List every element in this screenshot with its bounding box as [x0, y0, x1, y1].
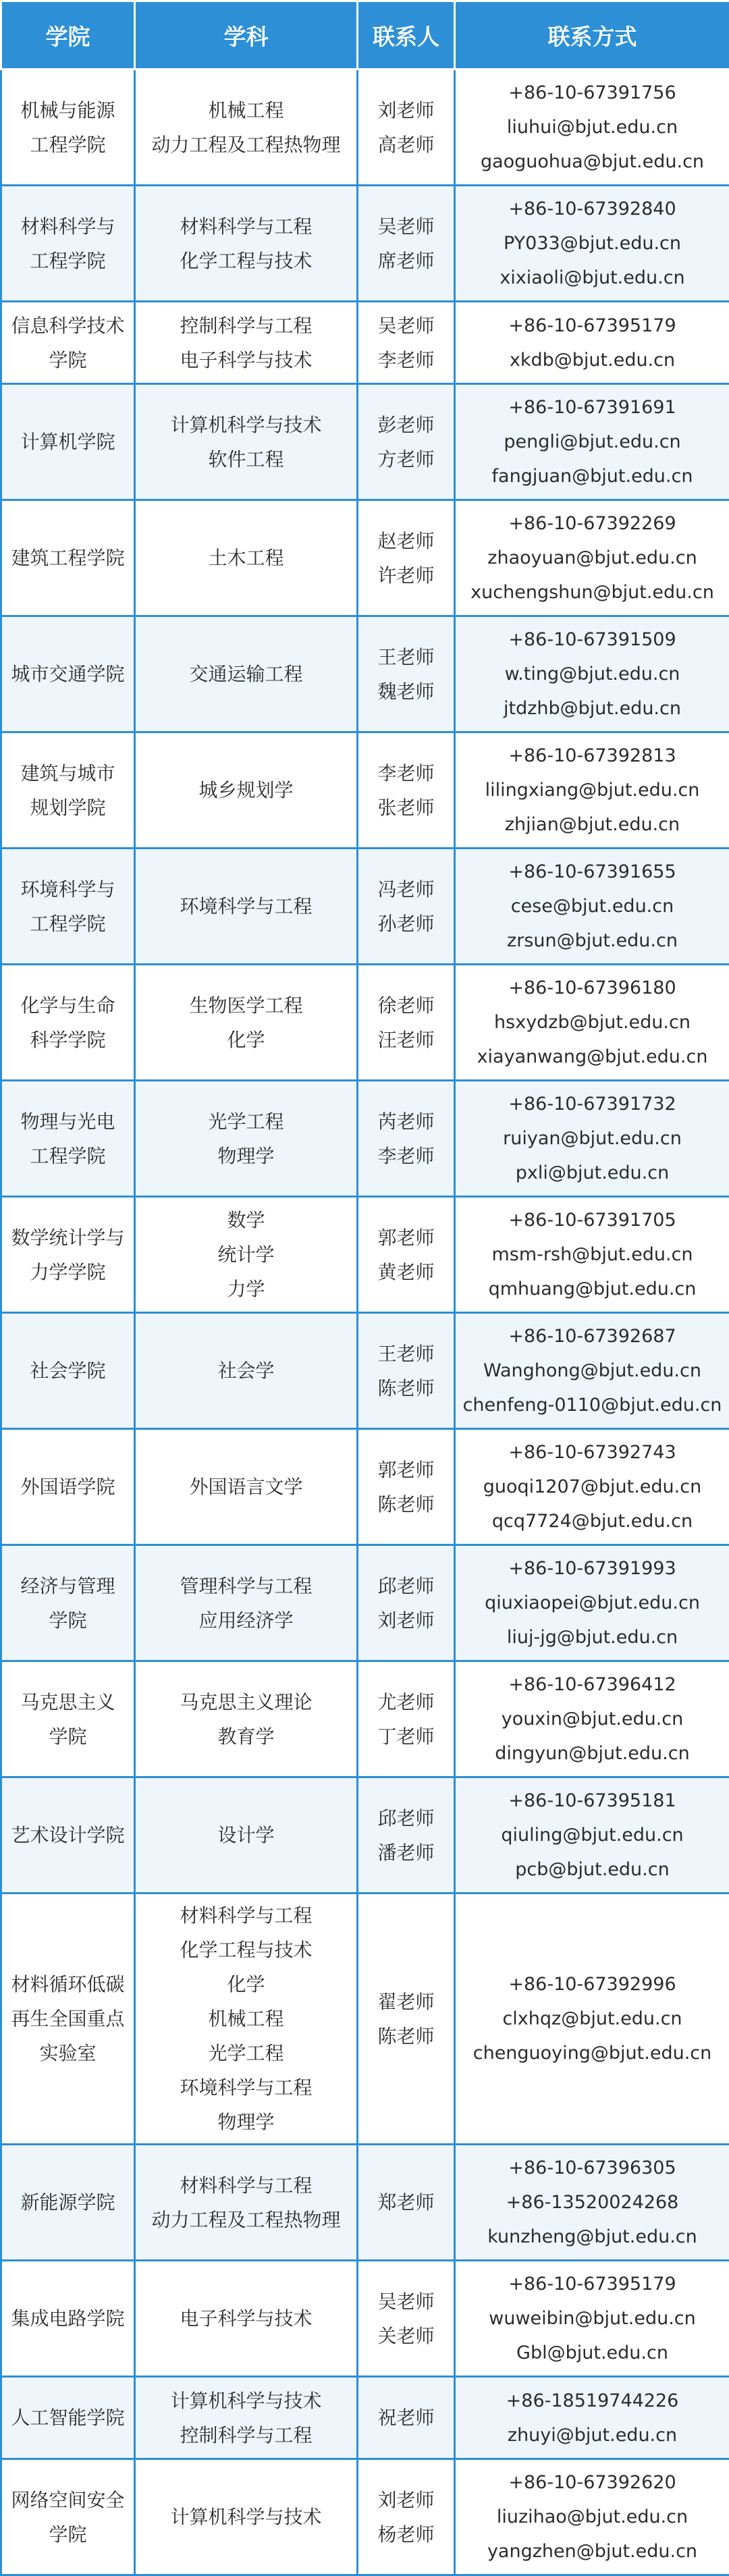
contact-info-line: zhjian@bjut.edu.cn	[456, 807, 729, 842]
college-cell	[1, 1777, 135, 1894]
contact-person-line: 赵老师	[358, 524, 454, 558]
table-row	[1, 1081, 729, 1197]
contact-person-line: 王老师	[358, 1337, 454, 1371]
contact-info-line: +86-10-67395181	[456, 1783, 729, 1818]
college-name-line: 实验室	[2, 2036, 134, 2070]
contact-person-cell	[358, 2459, 455, 2575]
table-row	[1, 616, 729, 732]
contact-info-line: xuchengshun@bjut.edu.cn	[456, 575, 729, 610]
contact-person-line: 杨老师	[358, 2517, 454, 2552]
contact-person-line: 尤老师	[358, 1685, 454, 1719]
college-cell	[1, 186, 135, 302]
college-name-line: 工程学院	[2, 244, 134, 278]
contact-person-cell	[358, 1313, 455, 1429]
subject-cell	[135, 965, 358, 1081]
contact-person-cell	[358, 1894, 455, 2145]
contact-info-cell	[455, 384, 729, 500]
subject-line: 化学工程与技术	[136, 244, 356, 278]
contact-info-line: fangjuan@bjut.edu.cn	[456, 459, 729, 493]
contact-info-line: cese@bjut.edu.cn	[456, 889, 729, 923]
college-name-line: 建筑工程学院	[2, 541, 134, 575]
contact-person-line: 翟老师	[358, 1985, 454, 2019]
subject-cell	[135, 1545, 358, 1661]
contact-info-line: +86-10-67392840	[456, 192, 729, 226]
contact-info-line: liuj-jg@bjut.edu.cn	[456, 1620, 729, 1655]
contact-info-line: zrsun@bjut.edu.cn	[456, 923, 729, 958]
college-name-line: 网络空间安全	[2, 2483, 134, 2517]
contact-info-line: guoqi1207@bjut.edu.cn	[456, 1470, 729, 1504]
subject-cell	[135, 616, 358, 732]
subject-line: 社会学	[136, 1353, 356, 1388]
college-name-line: 经济与管理	[2, 1569, 134, 1603]
subject-cell	[135, 1197, 358, 1313]
subject-line: 计算机科学与技术	[136, 2384, 356, 2418]
contact-info-line: chenguoying@bjut.edu.cn	[456, 2036, 729, 2070]
contact-info-line: pengli@bjut.edu.cn	[456, 425, 729, 459]
table-row	[1, 186, 729, 302]
subject-cell	[135, 302, 358, 384]
contact-person-cell	[358, 1197, 455, 1313]
subject-line: 外国语言文学	[136, 1470, 356, 1504]
college-name-line: 学院	[2, 1719, 134, 1754]
contact-person-cell	[358, 616, 455, 732]
contact-info-line: +86-10-67392996	[456, 1967, 729, 2002]
college-cell	[1, 1313, 135, 1429]
contact-info-line: liuzihao@bjut.edu.cn	[456, 2500, 729, 2534]
contact-person-line: 邱老师	[358, 1801, 454, 1835]
contact-info-line: qiuling@bjut.edu.cn	[456, 1818, 729, 1852]
contact-info-line: +86-10-67396180	[456, 971, 729, 1005]
contact-person-cell	[358, 186, 455, 302]
contact-person-line: 关老师	[358, 2319, 454, 2353]
subject-line: 控制科学与工程	[136, 2418, 356, 2452]
table-row	[1, 500, 729, 616]
subject-line: 生物医学工程	[136, 988, 356, 1023]
contact-info-cell	[455, 1197, 729, 1313]
contact-info-line: +86-10-67391705	[456, 1203, 729, 1237]
subject-cell	[135, 2377, 358, 2459]
college-cell	[1, 2145, 135, 2261]
college-cell	[1, 2261, 135, 2377]
table-row	[1, 2145, 729, 2261]
contact-info-line: +86-10-67391691	[456, 390, 729, 425]
contact-info-line: ruiyan@bjut.edu.cn	[456, 1121, 729, 1156]
college-name-line: 规划学院	[2, 790, 134, 825]
college-name-line: 学院	[2, 2517, 134, 2552]
contact-info-line: hsxydzb@bjut.edu.cn	[456, 1005, 729, 1040]
subject-cell	[135, 70, 358, 186]
college-cell	[1, 1661, 135, 1777]
college-name-line: 化学与生命	[2, 988, 134, 1023]
subject-line: 管理科学与工程	[136, 1569, 356, 1603]
contact-person-line: 郑老师	[358, 2185, 454, 2220]
subject-line: 设计学	[136, 1818, 356, 1852]
subject-cell	[135, 2459, 358, 2575]
contact-person-line: 许老师	[358, 558, 454, 593]
subject-line: 土木工程	[136, 541, 356, 575]
contact-person-line: 陈老师	[358, 1487, 454, 1522]
contact-info-cell	[455, 186, 729, 302]
subject-line: 控制科学与工程	[136, 308, 356, 343]
subject-line: 材料科学与工程	[136, 2168, 356, 2203]
contact-info-line: +86-10-67391655	[456, 855, 729, 889]
contact-person-line: 刘老师	[358, 1603, 454, 1638]
college-name-line: 工程学院	[2, 1139, 134, 1173]
subject-line: 计算机科学与技术	[136, 2500, 356, 2534]
contact-person-line: 郭老师	[358, 1453, 454, 1487]
contact-person-line: 李老师	[358, 1139, 454, 1173]
college-name-line: 人工智能学院	[2, 2400, 134, 2435]
college-name-line: 集成电路学院	[2, 2301, 134, 2336]
contact-info-line: xkdb@bjut.edu.cn	[456, 343, 729, 377]
contact-info-line: pxli@bjut.edu.cn	[456, 1156, 729, 1190]
subject-line: 物理学	[136, 1139, 356, 1173]
subject-cell	[135, 1429, 358, 1545]
contact-person-cell	[358, 1777, 455, 1894]
contact-info-line: zhaoyuan@bjut.edu.cn	[456, 541, 729, 575]
college-name-line: 外国语学院	[2, 1470, 134, 1504]
subject-cell	[135, 1777, 358, 1894]
subject-line: 软件工程	[136, 442, 356, 477]
college-cell	[1, 849, 135, 965]
contact-info-line: msm-rsh@bjut.edu.cn	[456, 1237, 729, 1272]
subject-line: 光学工程	[136, 2036, 356, 2070]
contact-info-line: lilingxiang@bjut.edu.cn	[456, 773, 729, 807]
college-cell	[1, 2377, 135, 2459]
contact-info-line: Wanghong@bjut.edu.cn	[456, 1353, 729, 1388]
subject-line: 材料科学与工程	[136, 1898, 356, 1933]
college-name-line: 机械与能源	[2, 93, 134, 128]
subject-line: 化学	[136, 1967, 356, 2002]
college-cell	[1, 2459, 135, 2575]
subject-line: 动力工程及工程热物理	[136, 128, 356, 162]
contact-info-line: youxin@bjut.edu.cn	[456, 1702, 729, 1736]
contact-info-line: +86-10-67396412	[456, 1667, 729, 1702]
college-name-line: 建筑与城市	[2, 756, 134, 790]
college-name-line: 工程学院	[2, 128, 134, 162]
contact-info-line: qmhuang@bjut.edu.cn	[456, 1272, 729, 1306]
contact-person-line: 陈老师	[358, 1371, 454, 1405]
college-name-line: 材料科学与	[2, 209, 134, 244]
contact-info-cell	[455, 2261, 729, 2377]
contact-person-cell	[358, 1545, 455, 1661]
table-row	[1, 1545, 729, 1661]
contact-info-line: Gbl@bjut.edu.cn	[456, 2336, 729, 2370]
contact-info-line: yangzhen@bjut.edu.cn	[456, 2534, 729, 2569]
contact-info-line: +86-13520024268	[456, 2185, 729, 2220]
college-cell	[1, 1081, 135, 1197]
contact-info-line: +86-10-67392743	[456, 1435, 729, 1470]
table-body	[1, 70, 729, 2575]
college-name-line: 城市交通学院	[2, 657, 134, 691]
contact-info-line: wuweibin@bjut.edu.cn	[456, 2301, 729, 2336]
contact-person-line: 高老师	[358, 128, 454, 162]
contact-info-line: pcb@bjut.edu.cn	[456, 1852, 729, 1887]
contact-info-line: PY033@bjut.edu.cn	[456, 226, 729, 261]
table-header-row	[1, 1, 729, 70]
contact-info-cell	[455, 1894, 729, 2145]
contact-info-line: clxhqz@bjut.edu.cn	[456, 2002, 729, 2036]
contact-person-line: 徐老师	[358, 988, 454, 1023]
subject-cell	[135, 2261, 358, 2377]
table-row	[1, 965, 729, 1081]
college-cell	[1, 70, 135, 186]
contact-person-line: 魏老师	[358, 674, 454, 709]
college-cell	[1, 1197, 135, 1313]
contact-info-cell	[455, 1661, 729, 1777]
contact-info-line: gaoguohua@bjut.edu.cn	[456, 144, 729, 179]
contact-info-line: kunzheng@bjut.edu.cn	[456, 2220, 729, 2254]
contact-person-line: 彭老师	[358, 408, 454, 442]
subject-cell	[135, 732, 358, 849]
contact-person-line: 刘老师	[358, 2483, 454, 2517]
header-contact-person: 联系人	[358, 1, 455, 70]
college-name-line: 新能源学院	[2, 2185, 134, 2220]
contact-person-line: 吴老师	[358, 2284, 454, 2319]
college-name-line: 学院	[2, 343, 134, 377]
contact-info-line: +86-10-67392620	[456, 2465, 729, 2500]
table-row	[1, 384, 729, 500]
college-cell	[1, 384, 135, 500]
subject-cell	[135, 849, 358, 965]
contact-info-cell	[455, 2459, 729, 2575]
college-name-line: 工程学院	[2, 907, 134, 941]
contact-info-cell	[455, 965, 729, 1081]
contact-person-line: 刘老师	[358, 93, 454, 128]
contact-person-cell	[358, 2377, 455, 2459]
contact-person-line: 黄老师	[358, 1255, 454, 1289]
contact-info-line: +86-18519744226	[456, 2384, 729, 2418]
table-row	[1, 732, 729, 849]
contact-info-line: qiuxiaopei@bjut.edu.cn	[456, 1586, 729, 1620]
college-cell	[1, 965, 135, 1081]
contact-info-line: liuhui@bjut.edu.cn	[456, 110, 729, 144]
contact-info-line: +86-10-67392269	[456, 506, 729, 541]
contact-info-cell	[455, 732, 729, 849]
contact-info-line: xiayanwang@bjut.edu.cn	[456, 1040, 729, 1074]
college-name-line: 数学统计学与	[2, 1220, 134, 1255]
contact-person-line: 王老师	[358, 640, 454, 674]
contact-person-line: 汪老师	[358, 1023, 454, 1057]
contact-info-cell	[455, 1545, 729, 1661]
subject-cell	[135, 1313, 358, 1429]
contact-info-cell	[455, 500, 729, 616]
subject-line: 计算机科学与技术	[136, 408, 356, 442]
college-cell	[1, 1545, 135, 1661]
subject-line: 化学	[136, 1023, 356, 1057]
contact-info-cell	[455, 2145, 729, 2261]
contact-info-line: w.ting@bjut.edu.cn	[456, 657, 729, 691]
table-row	[1, 1313, 729, 1429]
contact-person-line: 席老师	[358, 244, 454, 278]
contact-info-line: qcq7724@bjut.edu.cn	[456, 1504, 729, 1538]
contact-person-line: 祝老师	[358, 2400, 454, 2435]
contact-person-line: 吴老师	[358, 209, 454, 244]
college-cell	[1, 302, 135, 384]
subject-cell	[135, 384, 358, 500]
subject-cell	[135, 186, 358, 302]
contact-person-line: 吴老师	[358, 308, 454, 343]
table-row	[1, 1894, 729, 2145]
table-row	[1, 2459, 729, 2575]
contact-info-line: +86-10-67391756	[456, 76, 729, 110]
contact-person-line: 李老师	[358, 756, 454, 790]
subject-line: 电子科学与技术	[136, 343, 356, 377]
college-cell	[1, 732, 135, 849]
contact-person-line: 芮老师	[358, 1104, 454, 1139]
contact-info-line: +86-10-67392813	[456, 739, 729, 773]
table-row	[1, 1661, 729, 1777]
table-row	[1, 1197, 729, 1313]
contact-info-cell	[455, 2377, 729, 2459]
college-name-line: 物理与光电	[2, 1104, 134, 1139]
contact-person-cell	[358, 732, 455, 849]
header-college: 学院	[1, 1, 135, 70]
college-name-line: 材料循环低碳	[2, 1967, 134, 2002]
subject-line: 马克思主义理论	[136, 1685, 356, 1719]
subject-cell	[135, 1894, 358, 2145]
college-name-line: 计算机学院	[2, 425, 134, 459]
table-row	[1, 70, 729, 186]
subject-cell	[135, 1081, 358, 1197]
contact-info-cell	[455, 1429, 729, 1545]
contact-info-line: +86-10-67392687	[456, 1319, 729, 1353]
contact-person-cell	[358, 302, 455, 384]
contact-person-cell	[358, 1081, 455, 1197]
table-row	[1, 1429, 729, 1545]
subject-line: 机械工程	[136, 93, 356, 128]
subject-line: 材料科学与工程	[136, 209, 356, 244]
contact-person-line: 邱老师	[358, 1569, 454, 1603]
contact-info-line: +86-10-67391509	[456, 622, 729, 657]
subject-line: 数学	[136, 1203, 356, 1237]
contact-info-line: +86-10-67391993	[456, 1551, 729, 1586]
contact-info-line: +86-10-67395179	[456, 308, 729, 343]
contact-person-cell	[358, 1429, 455, 1545]
contact-person-cell	[358, 1661, 455, 1777]
contact-info-cell	[455, 302, 729, 384]
header-subject: 学科	[135, 1, 358, 70]
subject-cell	[135, 500, 358, 616]
college-name-line: 学院	[2, 1603, 134, 1638]
contact-person-cell	[358, 500, 455, 616]
contact-person-line: 潘老师	[358, 1835, 454, 1870]
subject-line: 力学	[136, 1272, 356, 1306]
college-name-line: 再生全国重点	[2, 2002, 134, 2036]
subject-line: 交通运输工程	[136, 657, 356, 691]
contact-info-line: +86-10-67395179	[456, 2267, 729, 2301]
college-cell	[1, 1894, 135, 2145]
table-row	[1, 1777, 729, 1894]
subject-line: 环境科学与工程	[136, 2070, 356, 2105]
contact-person-line: 丁老师	[358, 1719, 454, 1754]
subject-cell	[135, 2145, 358, 2261]
contact-person-cell	[358, 70, 455, 186]
subject-line: 环境科学与工程	[136, 889, 356, 923]
subject-line: 光学工程	[136, 1104, 356, 1139]
college-name-line: 信息科学技术	[2, 308, 134, 343]
contact-info-line: +86-10-67391732	[456, 1087, 729, 1121]
contact-info-cell	[455, 1313, 729, 1429]
contact-info-cell	[455, 1081, 729, 1197]
subject-line: 物理学	[136, 2105, 356, 2139]
contact-info-line: xixiaoli@bjut.edu.cn	[456, 261, 729, 295]
contact-person-cell	[358, 965, 455, 1081]
contact-person-line: 张老师	[358, 790, 454, 825]
contact-info-line: +86-10-67396305	[456, 2151, 729, 2185]
table-row	[1, 849, 729, 965]
contact-person-line: 方老师	[358, 442, 454, 477]
table-row	[1, 2261, 729, 2377]
college-name-line: 艺术设计学院	[2, 1818, 134, 1852]
subject-line: 动力工程及工程热物理	[136, 2203, 356, 2237]
contact-person-line: 陈老师	[358, 2019, 454, 2054]
college-cell	[1, 500, 135, 616]
contact-person-line: 郭老师	[358, 1220, 454, 1255]
college-name-line: 社会学院	[2, 1353, 134, 1388]
subject-line: 统计学	[136, 1237, 356, 1272]
contact-person-cell	[358, 384, 455, 500]
subject-line: 电子科学与技术	[136, 2301, 356, 2336]
college-cell	[1, 616, 135, 732]
contact-info-line: dingyun@bjut.edu.cn	[456, 1736, 729, 1771]
contact-info-cell	[455, 70, 729, 186]
college-name-line: 力学学院	[2, 1255, 134, 1289]
college-name-line: 科学学院	[2, 1023, 134, 1057]
contact-person-line: 孙老师	[358, 907, 454, 941]
contact-info-line: chenfeng-0110@bjut.edu.cn	[456, 1388, 729, 1422]
contact-person-cell	[358, 849, 455, 965]
subject-line: 化学工程与技术	[136, 1933, 356, 1967]
contact-person-line: 冯老师	[358, 872, 454, 907]
subject-line: 应用经济学	[136, 1603, 356, 1638]
subject-line: 城乡规划学	[136, 773, 356, 807]
header-contact-info: 联系方式	[455, 1, 729, 70]
contact-person-line: 李老师	[358, 343, 454, 377]
contact-info-cell	[455, 616, 729, 732]
college-name-line: 环境科学与	[2, 872, 134, 907]
subject-cell	[135, 1661, 358, 1777]
subject-line: 机械工程	[136, 2002, 356, 2036]
table-row	[1, 2377, 729, 2459]
contact-info-line: jtdzhb@bjut.edu.cn	[456, 691, 729, 726]
contact-person-cell	[358, 2145, 455, 2261]
subject-line: 教育学	[136, 1719, 356, 1754]
college-name-line: 马克思主义	[2, 1685, 134, 1719]
table-row	[1, 302, 729, 384]
contact-person-cell	[358, 2261, 455, 2377]
college-cell	[1, 1429, 135, 1545]
contact-info-cell	[455, 1777, 729, 1894]
contact-info-cell	[455, 849, 729, 965]
contact-info-line: zhuyi@bjut.edu.cn	[456, 2418, 729, 2452]
